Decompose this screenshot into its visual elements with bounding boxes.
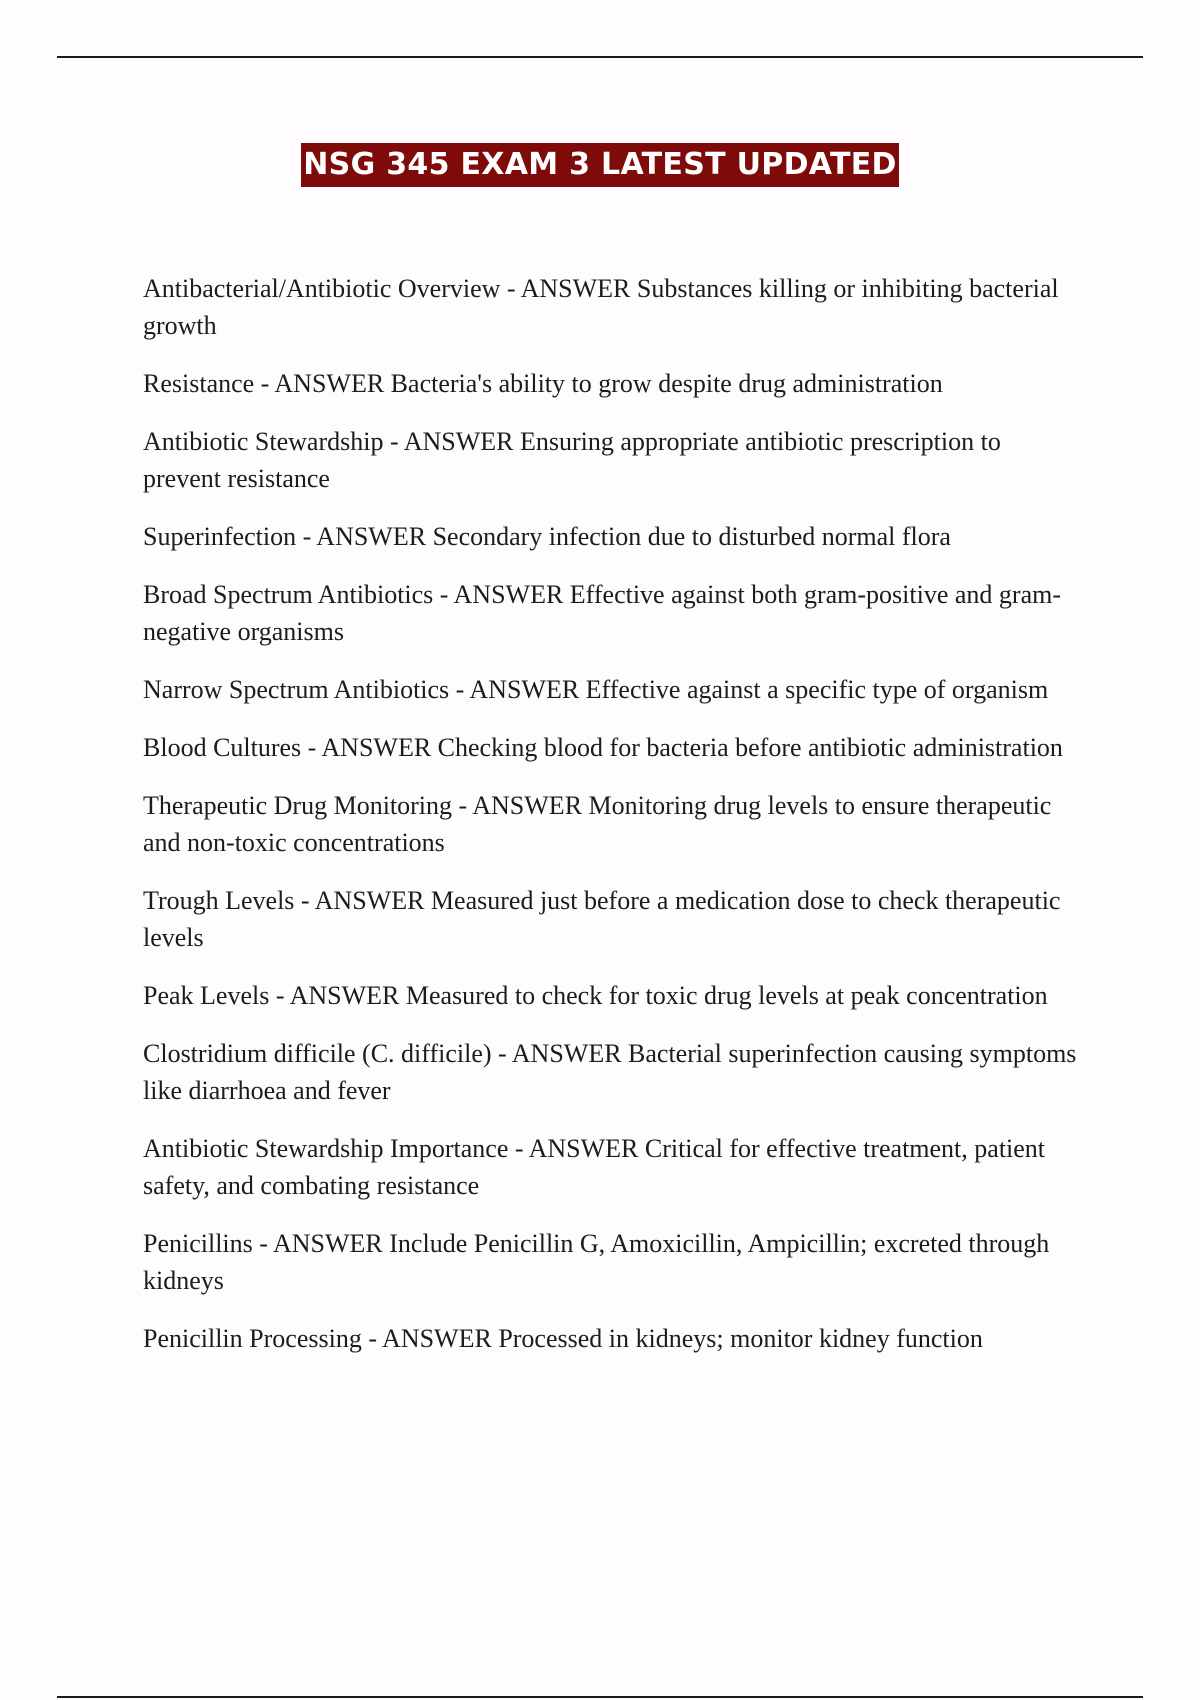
qa-entry: Antibiotic Stewardship Importance - ANSWER Critical for effective treatment, patient safety, and combating resistance <box>143 1134 1046 1200</box>
qa-entry: Blood Cultures - ANSWER Checking blood for bacteria before antibiotic administration <box>143 733 1063 762</box>
qa-entry: Penicillins - ANSWER Include Penicillin G, Amoxicillin, Ampicillin; excreted through kidneys <box>143 1229 1050 1295</box>
qa-entry: Broad Spectrum Antibiotics - ANSWER Effective against both gram-positive and gram-negative organisms <box>143 580 1061 646</box>
qa-list <box>143 270 1083 1378</box>
top-rule <box>57 56 1143 58</box>
document-title: NSG 345 EXAM 3 LATEST UPDATED <box>301 143 898 187</box>
qa-entry: Resistance - ANSWER Bacteria's ability to grow despite drug administration <box>143 369 943 398</box>
qa-entry: Penicillin Processing - ANSWER Processed in kidneys; monitor kidney function <box>143 1324 983 1353</box>
qa-entry: Superinfection - ANSWER Secondary infection due to disturbed normal flora <box>143 522 951 551</box>
qa-entry: Clostridium difficile (C. difficile) - ANSWER Bacterial superinfection causing symptoms like diarrhoea and fever <box>143 1039 1077 1105</box>
bottom-rule <box>57 1696 1143 1698</box>
qa-entry: Therapeutic Drug Monitoring - ANSWER Monitoring drug levels to ensure therapeutic and non-toxic concentrations <box>143 791 1052 857</box>
qa-entry: Antibiotic Stewardship - ANSWER Ensuring appropriate antibiotic prescription to prevent resistance <box>143 427 1001 493</box>
qa-entry: Peak Levels - ANSWER Measured to check for toxic drug levels at peak concentration <box>143 981 1048 1010</box>
qa-entry: Narrow Spectrum Antibiotics - ANSWER Effective against a specific type of organism <box>143 675 1049 704</box>
title-container <box>0 143 1200 187</box>
qa-entry: Antibacterial/Antibiotic Overview - ANSWER Substances killing or inhibiting bacterial growth <box>143 274 1059 340</box>
qa-entry: Trough Levels - ANSWER Measured just before a medication dose to check therapeutic levels <box>143 886 1061 952</box>
